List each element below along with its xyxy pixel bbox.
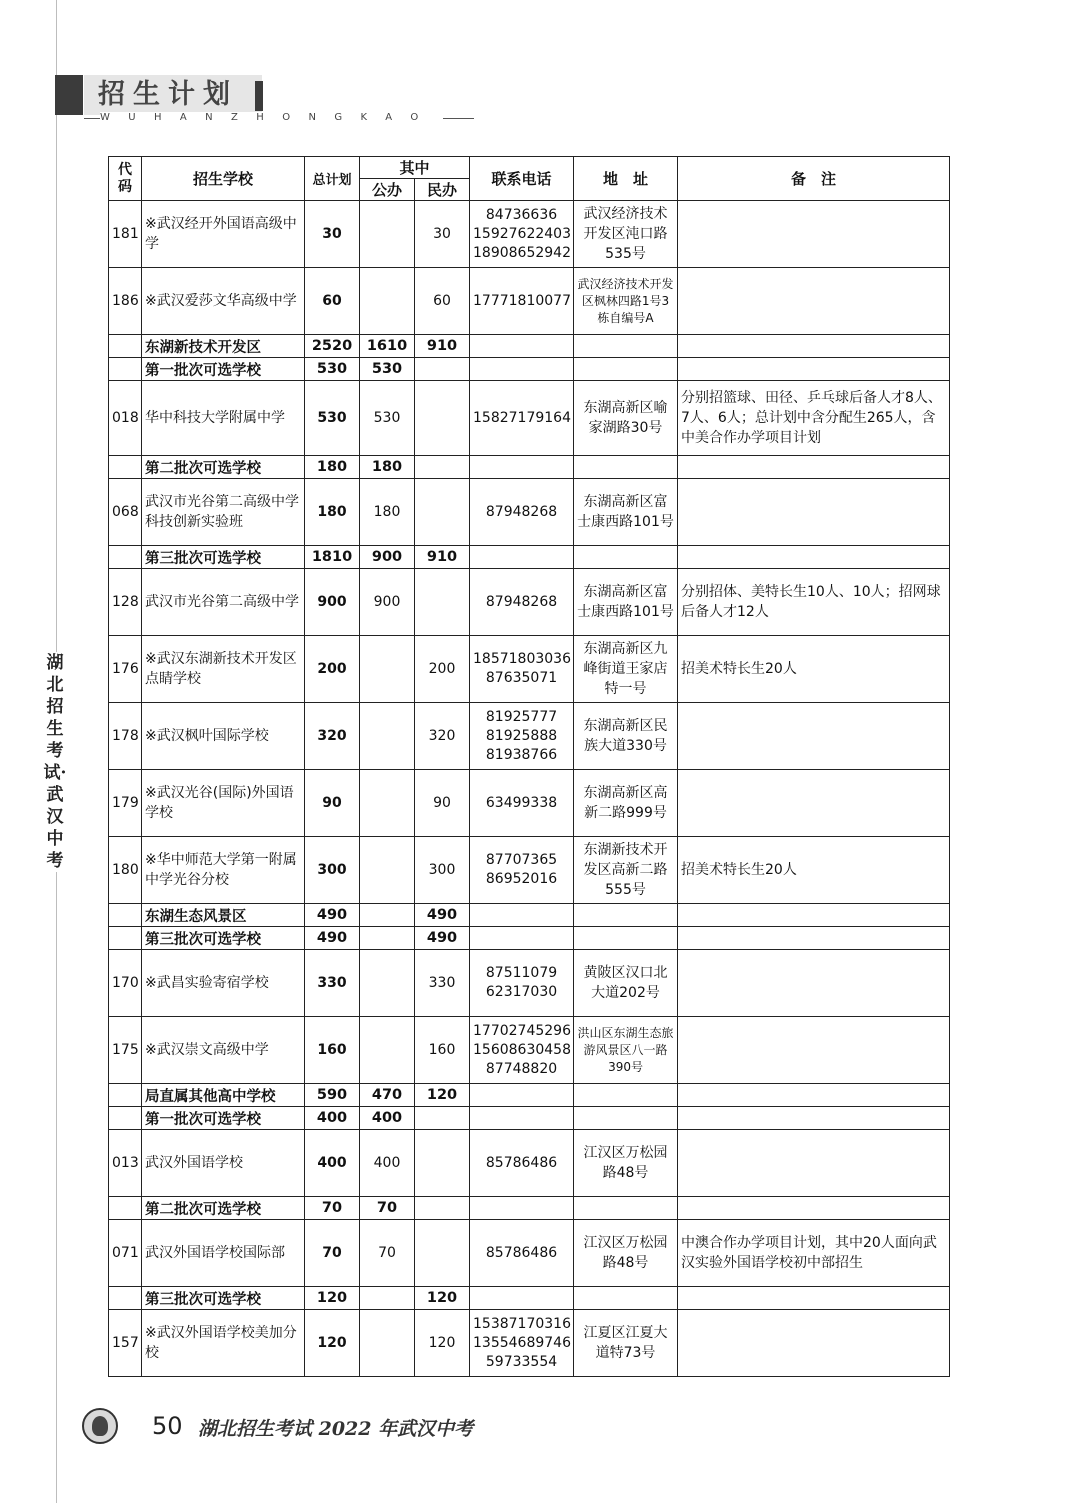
private-cell: 490 [415,904,470,927]
address-cell: 东湖高新区九峰街道王家店特一号 [574,636,678,703]
private-cell: 910 [415,335,470,358]
phone-cell [470,381,574,456]
note-cell [678,1287,950,1310]
code-cell: 018 [109,381,142,456]
school-name-cell: 武汉外国语学校国际部 [142,1220,305,1287]
note-cell [678,1017,950,1084]
total-cell: 120 [305,1287,360,1310]
subtotal-row [109,456,950,479]
phone-number: 17702745296 [473,1022,571,1039]
phone-number: 15608630458 [473,1041,571,1058]
public-cell: 900 [360,569,415,636]
address-cell [574,1197,678,1220]
address-cell: 东湖高新区高新二路999号 [574,770,678,837]
school-name-cell: 武汉市光谷第二高级中学科技创新实验班 [142,479,305,546]
private-cell: 200 [415,636,470,703]
school-row [109,770,950,837]
total-cell: 70 [305,1220,360,1287]
phone-cell [470,1130,574,1197]
public-cell [360,1310,415,1377]
phone-number: 15827179164 [473,409,571,426]
address-cell [574,1107,678,1130]
total-cell: 120 [305,1310,360,1377]
school-name-cell: 武汉市光谷第二高级中学 [142,569,305,636]
public-cell [360,904,415,927]
phone-number: 18571803036 [473,651,571,667]
private-cell: 910 [415,546,470,569]
total-cell: 1810 [305,546,360,569]
private-cell [415,1107,470,1130]
total-cell: 490 [305,927,360,950]
total-cell: 900 [305,569,360,636]
code-cell [109,335,142,358]
subtotal-row [109,1107,950,1130]
public-cell: 530 [360,358,415,381]
section-subtitle: WUHANZHONGKAO [100,112,443,123]
total-cell: 60 [305,268,360,335]
total-cell: 530 [305,381,360,456]
phone-number: 87948268 [485,503,558,520]
note-cell: 分别招篮球、田径、乒乓球后备人才8人、7人、6人；总计划中含分配生265人，含中美合作办学项目计划 [678,381,950,456]
note-cell [678,1130,950,1197]
address-cell [574,927,678,950]
code-cell: 128 [109,569,142,636]
public-cell [360,1017,415,1084]
col-header-code: 代码 [109,157,142,201]
school-name-cell: ※武昌实验寄宿学校 [142,950,305,1017]
phone-number: 85786486 [485,1244,558,1261]
phone-number: 63499338 [485,794,558,811]
code-cell: 175 [109,1017,142,1084]
private-cell: 120 [415,1310,470,1377]
col-header-phone: 联系电话 [470,157,574,201]
school-row [109,201,950,268]
total-cell: 180 [305,456,360,479]
code-cell: 178 [109,703,142,770]
subtotal-row [109,546,950,569]
col-header-school: 招生学校 [142,157,305,201]
school-row [109,479,950,546]
total-cell: 30 [305,201,360,268]
note-cell [678,358,950,381]
address-cell [574,546,678,569]
public-cell: 70 [360,1220,415,1287]
public-cell [360,770,415,837]
address-cell: 东湖高新区富士康西路101号 [574,569,678,636]
public-cell: 180 [360,456,415,479]
page-number: 50 [152,1412,183,1440]
public-cell [360,950,415,1017]
phone-cell [470,1197,574,1220]
note-cell [678,546,950,569]
subtotal-label: 局直属其他高中学校 [142,1084,305,1107]
phone-cell [470,770,574,837]
phone-number: 18908652942 [473,244,571,261]
address-cell: 武汉经济技术开发区枫林四路1号3栋自编号A [574,268,678,335]
private-cell: 30 [415,201,470,268]
phone-cell [470,703,574,770]
total-cell: 320 [305,703,360,770]
code-cell [109,358,142,381]
public-cell [360,636,415,703]
note-cell [678,927,950,950]
school-name-cell: ※武汉外国语学校美加分校 [142,1310,305,1377]
phone-cell [470,1310,574,1377]
total-cell: 400 [305,1130,360,1197]
address-cell: 江汉区万松园路48号 [574,1130,678,1197]
subtotal-label: 第二批次可选学校 [142,1197,305,1220]
address-cell: 武汉经济技术开发区沌口路535号 [574,201,678,268]
public-cell: 400 [360,1130,415,1197]
phone-number: 15927622403 [473,225,571,242]
phone-cell [470,1287,574,1310]
phone-cell [470,1107,574,1130]
code-cell: 176 [109,636,142,703]
phone-number: 84736636 [485,206,558,223]
public-cell: 470 [360,1084,415,1107]
private-cell: 320 [415,703,470,770]
code-cell [109,456,142,479]
note-cell [678,1197,950,1220]
private-cell: 90 [415,770,470,837]
phone-number: 15387170316 [473,1315,571,1332]
public-cell [360,268,415,335]
address-cell [574,1084,678,1107]
phone-number: 62317030 [485,984,558,1000]
col-header-total: 总计划 [305,157,360,201]
school-row [109,1130,950,1197]
note-cell [678,950,950,1017]
public-cell: 70 [360,1197,415,1220]
code-cell [109,904,142,927]
address-cell: 江夏区江夏大道特73号 [574,1310,678,1377]
code-cell: 170 [109,950,142,1017]
subtotal-label: 第三批次可选学校 [142,546,305,569]
col-header-of-which: 其中 [360,157,470,179]
phone-cell [470,904,574,927]
phone-cell [470,636,574,703]
note-cell [678,201,950,268]
public-cell: 180 [360,479,415,546]
address-cell [574,456,678,479]
school-row [109,950,950,1017]
address-cell [574,1287,678,1310]
phone-number: 87948268 [485,593,558,610]
private-cell [415,358,470,381]
school-name-cell: 武汉外国语学校 [142,1130,305,1197]
total-cell: 2520 [305,335,360,358]
school-name-cell: ※武汉光谷(国际)外国语学校 [142,770,305,837]
phone-number: 85786486 [485,1154,558,1171]
total-cell: 530 [305,358,360,381]
school-row [109,268,950,335]
phone-number: 81925888 [485,727,558,744]
magazine-logo-icon [82,1408,118,1444]
code-cell: 179 [109,770,142,837]
phone-number: 59733554 [485,1353,558,1370]
subtotal-label: 东湖新技术开发区 [142,335,305,358]
private-cell [415,569,470,636]
code-cell [109,1197,142,1220]
school-name-cell: ※华中师范大学第一附属中学光谷分校 [142,837,305,904]
phone-cell [470,268,574,335]
note-cell [678,770,950,837]
note-cell [678,904,950,927]
private-cell [415,1130,470,1197]
col-header-public: 公办 [360,179,415,201]
school-row [109,703,950,770]
subtotal-row [109,1197,950,1220]
code-cell: 013 [109,1130,142,1197]
phone-number: 87511079 [485,965,558,981]
phone-cell [470,950,574,1017]
code-cell: 181 [109,201,142,268]
code-cell [109,1287,142,1310]
header-dark-block [55,75,83,115]
private-cell: 120 [415,1084,470,1107]
address-cell [574,358,678,381]
subtotal-row [109,1287,950,1310]
public-cell [360,703,415,770]
private-cell: 300 [415,837,470,904]
section-title: 招生计划 [84,75,262,115]
subtotal-label: 第一批次可选学校 [142,358,305,381]
address-cell: 黄陂区汉口北大道202号 [574,950,678,1017]
private-cell [415,1220,470,1287]
subtotal-label: 第二批次可选学校 [142,456,305,479]
private-cell [415,1197,470,1220]
phone-number: 87707365 [485,852,558,868]
footer-publication-title: 湖北招生考试 2022 年武汉中考 [198,1418,474,1440]
public-cell: 1610 [360,335,415,358]
phone-number: 86952016 [485,871,558,887]
public-cell: 400 [360,1107,415,1130]
school-row [109,1310,950,1377]
school-name-cell: 华中科技大学附属中学 [142,381,305,456]
note-cell [678,335,950,358]
subtotal-label: 第三批次可选学校 [142,1287,305,1310]
school-row [109,636,950,703]
public-cell: 900 [360,546,415,569]
school-row [109,837,950,904]
code-cell: 180 [109,837,142,904]
note-cell [678,479,950,546]
private-cell [415,381,470,456]
private-cell: 120 [415,1287,470,1310]
subtotal-label: 东湖生态风景区 [142,904,305,927]
total-cell: 330 [305,950,360,1017]
enrollment-plan-table [108,156,950,1377]
private-cell [415,456,470,479]
phone-cell [470,1084,574,1107]
public-cell [360,837,415,904]
note-cell [678,1107,950,1130]
subtotal-label: 第三批次可选学校 [142,927,305,950]
subtotal-row [109,358,950,381]
address-cell: 江汉区万松园路48号 [574,1220,678,1287]
address-cell: 东湖高新区民族大道330号 [574,703,678,770]
total-cell: 300 [305,837,360,904]
phone-cell [470,456,574,479]
private-cell [415,479,470,546]
total-cell: 160 [305,1017,360,1084]
note-cell [678,456,950,479]
private-cell: 60 [415,268,470,335]
header-end-bar [255,81,263,111]
phone-number: 81925777 [485,708,558,725]
phone-cell [470,1017,574,1084]
note-cell [678,1084,950,1107]
phone-number: 81938766 [485,746,558,763]
address-cell: 东湖高新区富士康西路101号 [574,479,678,546]
code-cell: 068 [109,479,142,546]
school-row [109,381,950,456]
school-name-cell: ※武汉东湖新技术开发区点睛学校 [142,636,305,703]
address-cell [574,335,678,358]
phone-number: 17771810077 [473,292,571,309]
phone-cell [470,569,574,636]
school-row [109,1220,950,1287]
col-header-private: 民办 [415,179,470,201]
note-cell: 招美术特长生20人 [678,837,950,904]
subtotal-row [109,927,950,950]
code-cell [109,1107,142,1130]
total-cell: 490 [305,904,360,927]
private-cell: 490 [415,927,470,950]
total-cell: 200 [305,636,360,703]
phone-number: 87748820 [485,1060,558,1077]
total-cell: 590 [305,1084,360,1107]
school-row [109,1017,950,1084]
code-cell [109,546,142,569]
subtotal-row [109,904,950,927]
code-cell [109,927,142,950]
side-vertical-label: 湖北招生考试·武汉中考 [40,652,70,872]
phone-cell [470,1220,574,1287]
note-cell: 招美术特长生20人 [678,636,950,703]
phone-cell [470,927,574,950]
phone-cell [470,201,574,268]
phone-number: 87635071 [485,670,558,686]
phone-cell [470,335,574,358]
phone-cell [470,479,574,546]
subtotal-row [109,335,950,358]
public-cell: 530 [360,381,415,456]
total-cell: 180 [305,479,360,546]
school-name-cell: ※武汉枫叶国际学校 [142,703,305,770]
private-cell: 330 [415,950,470,1017]
public-cell [360,1287,415,1310]
note-cell [678,268,950,335]
note-cell: 中澳合作办学项目计划，其中20人面向武汉实验外国语学校初中部招生 [678,1220,950,1287]
note-cell [678,1310,950,1377]
private-cell: 160 [415,1017,470,1084]
col-header-note: 备 注 [678,157,950,201]
school-name-cell: ※武汉爱莎文华高级中学 [142,268,305,335]
school-name-cell: ※武汉崇文高级中学 [142,1017,305,1084]
phone-cell [470,837,574,904]
phone-cell [470,546,574,569]
total-cell: 70 [305,1197,360,1220]
school-name-cell: ※武汉经开外国语高级中学 [142,201,305,268]
subtotal-label: 第一批次可选学校 [142,1107,305,1130]
phone-cell [470,358,574,381]
col-header-address: 地 址 [574,157,678,201]
table-body [109,201,950,1377]
public-cell [360,201,415,268]
note-cell [678,703,950,770]
school-row [109,569,950,636]
address-cell: 东湖高新区喻家湖路30号 [574,381,678,456]
address-cell: 东湖新技术开发区高新二路555号 [574,837,678,904]
code-cell: 071 [109,1220,142,1287]
subtotal-row [109,1084,950,1107]
note-cell: 分别招体、美特长生10人、10人；招网球后备人才12人 [678,569,950,636]
phone-number: 13554689746 [473,1334,571,1351]
code-cell: 157 [109,1310,142,1377]
total-cell: 90 [305,770,360,837]
code-cell [109,1084,142,1107]
code-cell: 186 [109,268,142,335]
address-cell: 洪山区东湖生态旅游风景区八一路390号 [574,1017,678,1084]
public-cell [360,927,415,950]
total-cell: 400 [305,1107,360,1130]
address-cell [574,904,678,927]
